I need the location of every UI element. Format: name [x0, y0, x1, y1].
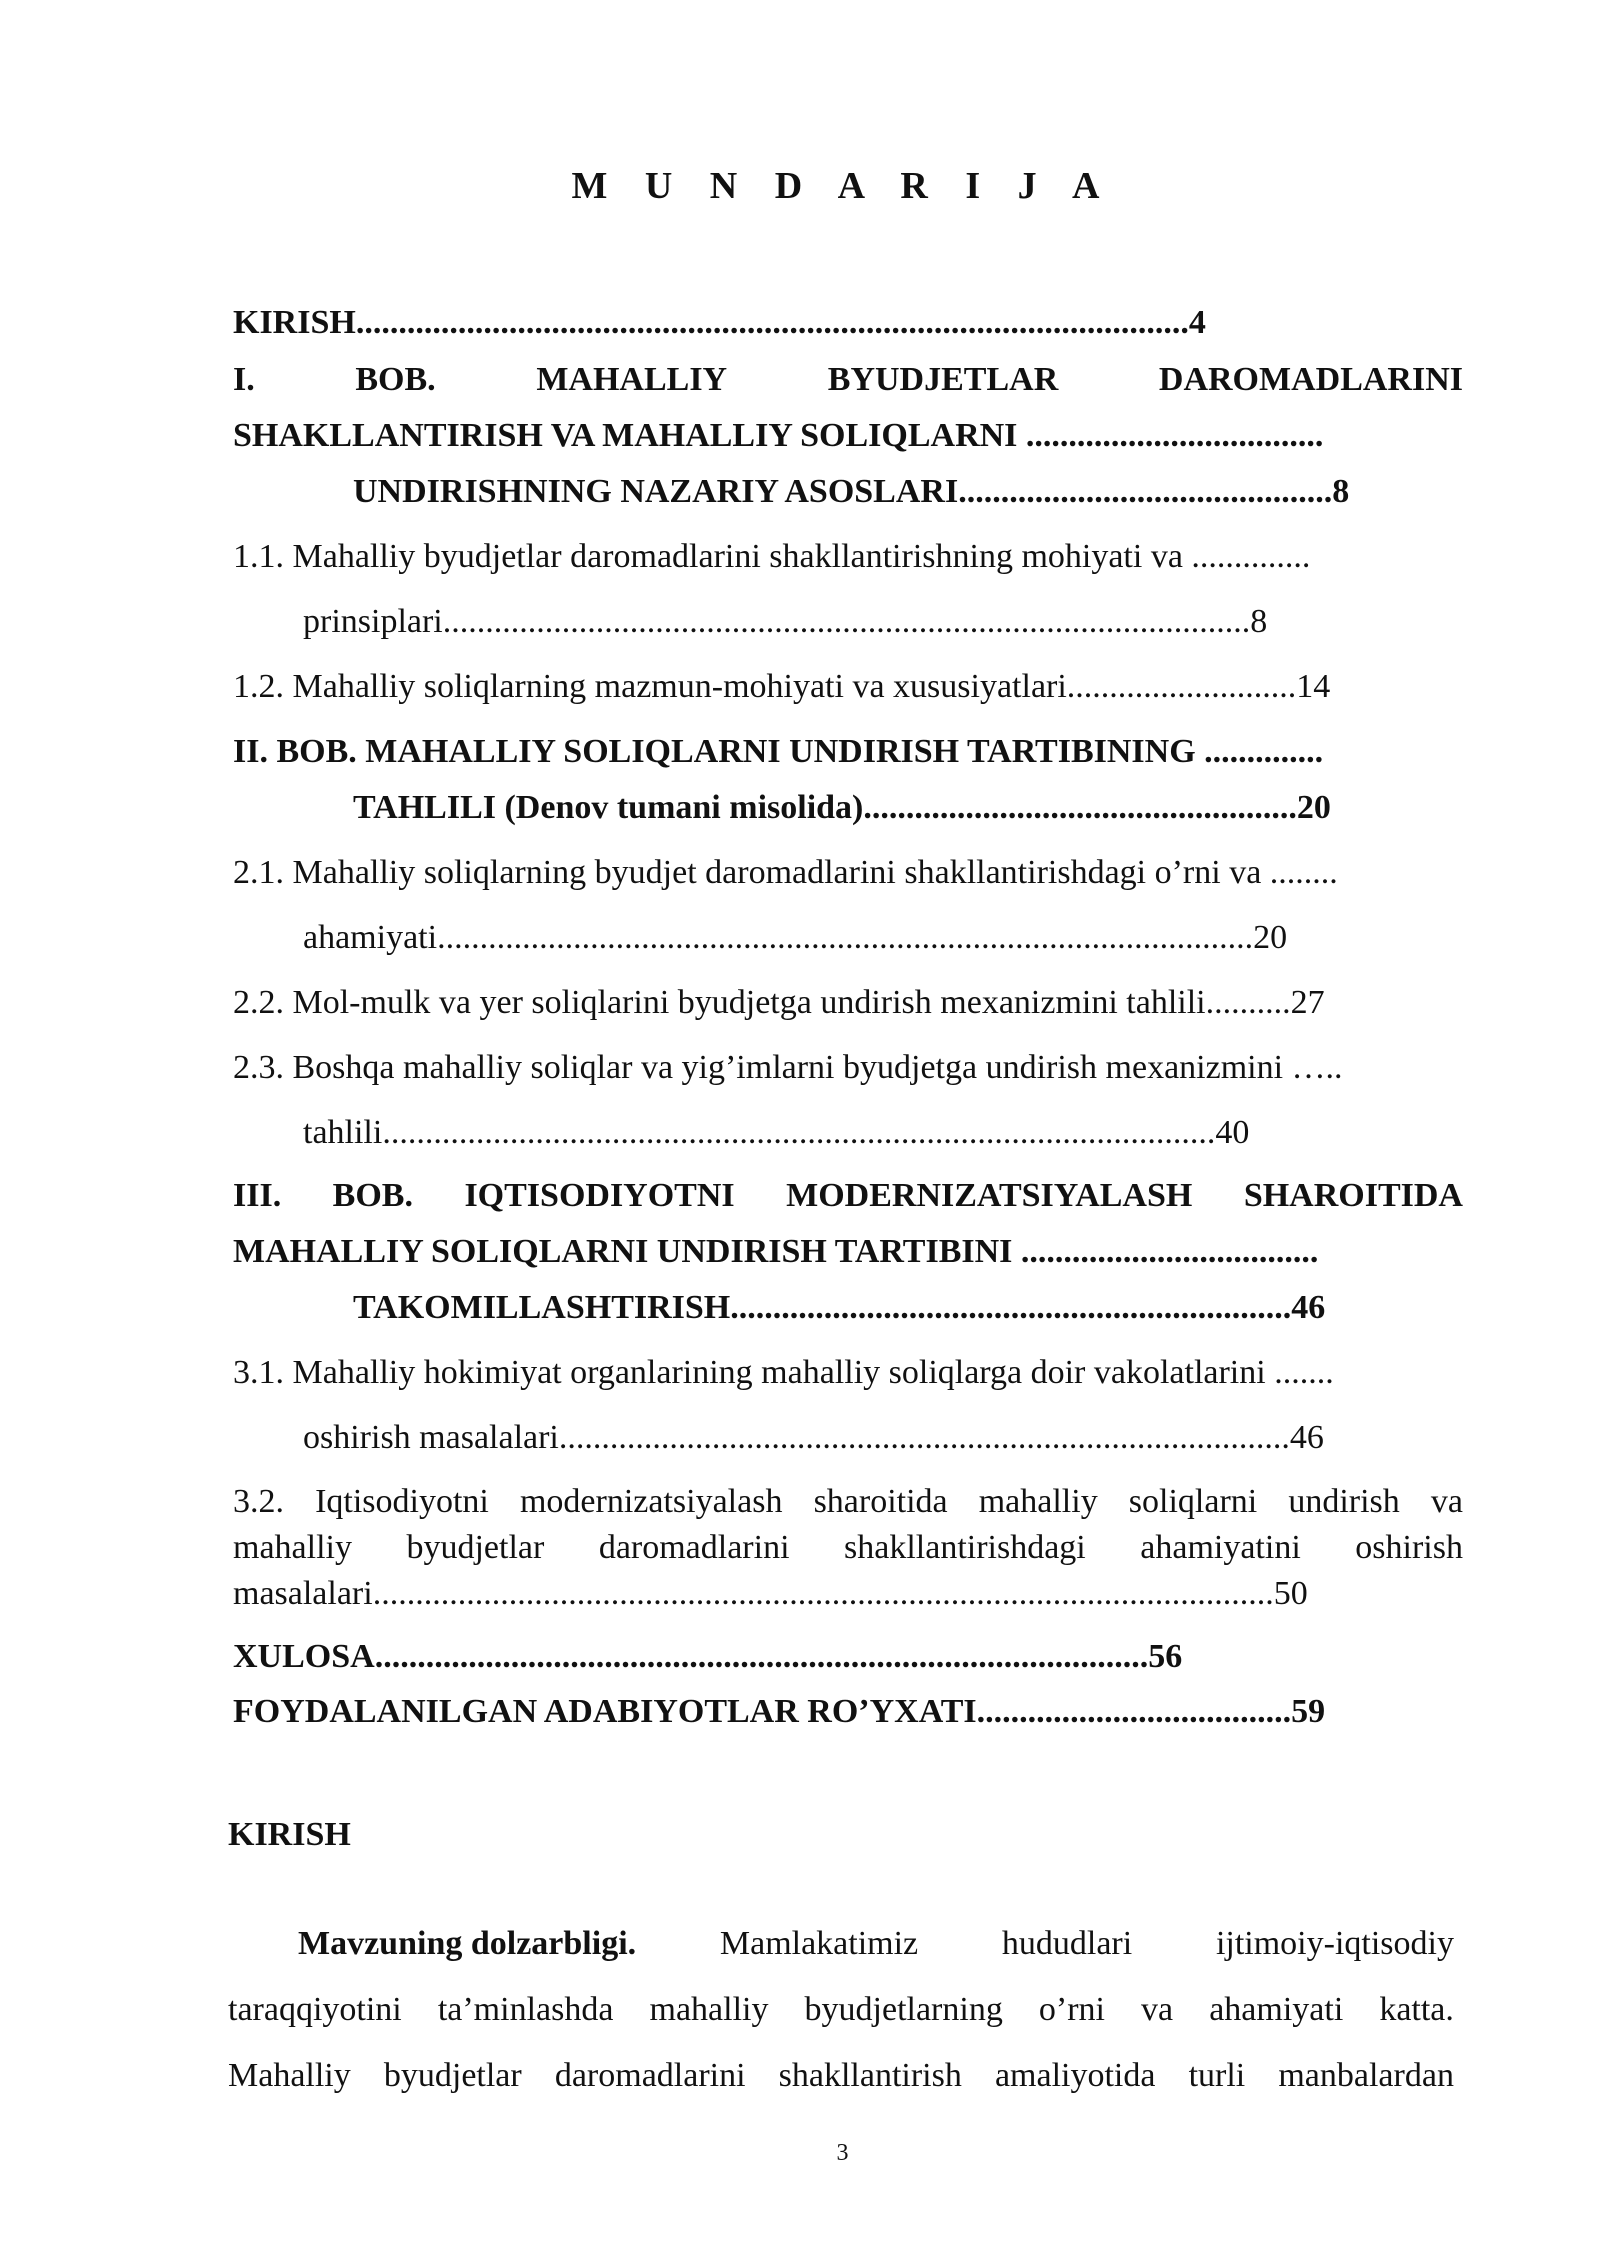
intro-word: manbalardan: [1278, 2057, 1454, 2094]
toc-entry-bob1-line2[interactable]: SHAKLLANTIRISH VA MAHALLIY SOLIQLARNI ...................................: [233, 417, 1324, 454]
toc-word: va: [1430, 1483, 1463, 1520]
toc-word: shakllantirishdagi: [844, 1529, 1086, 1566]
toc-word: ahamiyatini: [1140, 1529, 1301, 1566]
toc-entry-text: 1.2. Mahalliy soliqlarning mazmun-mohiyati va xususiyatlari: [233, 668, 1067, 705]
toc-entry-3-2-line2[interactable]: [233, 1528, 1463, 1568]
toc-entry-text: TAKOMILLASHTIRISH: [353, 1289, 731, 1326]
toc-entry-text: 2.2. Mol-mulk va yer soliqlarini byudjetga undirish mexanizmini tahlili: [233, 984, 1206, 1021]
toc-entry-text: oshirish masalalari: [303, 1419, 559, 1456]
toc-entry-text: ahamiyati: [303, 919, 438, 956]
toc-entry-2-1-line2[interactable]: [303, 918, 1463, 958]
toc-entry-text: masalalari: [233, 1575, 373, 1612]
toc-page-number: 20: [1253, 919, 1288, 956]
toc-page-number: 8: [1250, 603, 1268, 640]
toc-page-number: 40: [1215, 1114, 1250, 1151]
toc-entry-text: KIRISH: [233, 304, 356, 341]
intro-paragraph-line1: [228, 1924, 1454, 1964]
toc-leader-dots: ...............................................................................................: [442, 603, 1251, 640]
toc-word: modernizatsiyalash: [519, 1483, 783, 1520]
toc-word: mahalliy: [978, 1483, 1098, 1520]
intro-word: mahalliy: [649, 1991, 769, 2028]
toc-entry-text: XULOSA: [233, 1638, 375, 1675]
toc-leader-dots: ..................................................................................................: [382, 1114, 1216, 1151]
toc-page-number: 14: [1296, 668, 1331, 705]
intro-word: byudjetlar: [383, 2057, 522, 2094]
toc-entry-2-3-line2[interactable]: [303, 1113, 1463, 1153]
toc-entry-2-2[interactable]: [233, 983, 1463, 1023]
toc-entry-adabiyotlar[interactable]: [233, 1692, 1463, 1732]
toc-entry-text: prinsiplari: [303, 603, 443, 640]
intro-paragraph-line3: [228, 2056, 1454, 2096]
toc-entry-text: tahlili: [303, 1114, 383, 1151]
toc-leader-dots: ..........: [1205, 984, 1291, 1021]
toc-entry-3-2-line3[interactable]: [233, 1574, 1463, 1614]
toc-leader-dots: ......................................................................................: [558, 1419, 1290, 1456]
intro-word: va: [1141, 1991, 1174, 2028]
toc-word: oshirish: [1355, 1529, 1463, 1566]
toc-word: byudjetlar: [406, 1529, 545, 1566]
intro-paragraph-line2: [228, 1990, 1454, 2030]
toc-word: I.: [233, 361, 255, 398]
intro-word: ta’minlashda: [437, 1991, 614, 2028]
toc-page-number: 46: [1289, 1419, 1324, 1456]
toc-entry-2-3-line1[interactable]: 2.3. Boshqa mahalliy soliqlar va yig’imlarni byudjetga undirish mexanizmini …..: [233, 1049, 1343, 1086]
toc-word: undirish: [1288, 1483, 1400, 1520]
toc-entry-3-2-line1[interactable]: [233, 1482, 1463, 1522]
intro-word: shakllantirish: [778, 2057, 962, 2094]
toc-word: DAROMADLARINI: [1158, 361, 1463, 398]
toc-leader-dots: ................................................................................................: [437, 919, 1254, 956]
toc-entry-text: TAHLILI (Denov tumani misolida): [353, 789, 864, 826]
intro-word: Mahalliy: [228, 2057, 351, 2094]
toc-entry-2-1-line1[interactable]: 2.1. Mahalliy soliqlarning byudjet daromadlarini shakllantirishdagi o’rni va ........: [233, 854, 1338, 891]
page-number: 3: [836, 2140, 849, 2166]
toc-word: III.: [233, 1177, 282, 1214]
intro-word: taraqqiyotini: [228, 1991, 402, 2028]
intro-word: Mamlakatimiz: [719, 1925, 919, 1962]
intro-word: hududlari: [1001, 1925, 1133, 1962]
toc-word: 3.2.: [233, 1483, 284, 1520]
toc-word: soliqlarni: [1128, 1483, 1258, 1520]
toc-entry-kirish[interactable]: [233, 303, 1463, 343]
toc-entry-xulosa[interactable]: [233, 1637, 1463, 1677]
toc-entry-bob3-line3[interactable]: [353, 1288, 1463, 1328]
intro-bold-lead: Mavzuning dolzarbligi.: [298, 1925, 637, 1962]
intro-word: amaliyotida: [994, 2057, 1156, 2094]
toc-word: Iqtisodiyotni: [315, 1483, 489, 1520]
toc-entry-bob2-line2[interactable]: [353, 788, 1463, 828]
toc-leader-dots: .....................................: [976, 1693, 1292, 1730]
toc-entry-1-2[interactable]: [233, 667, 1463, 707]
section-heading-kirish: KIRISH: [228, 1816, 351, 1853]
toc-word: MODERNIZATSIYALASH: [786, 1177, 1193, 1214]
toc-entry-1-1-line1[interactable]: 1.1. Mahalliy byudjetlar daromadlarini shakllantirishning mohiyati va ..............: [233, 538, 1311, 575]
intro-word: turli: [1188, 2057, 1246, 2094]
toc-entry-bob3-line1[interactable]: [233, 1176, 1463, 1216]
toc-leader-dots: ............................................: [958, 473, 1333, 510]
toc-page-number: 20: [1296, 789, 1331, 826]
intro-word: o’rni: [1038, 1991, 1105, 2028]
toc-word: BYUDJETLAR: [827, 361, 1059, 398]
toc-word: daromadlarini: [598, 1529, 790, 1566]
toc-page-number: 59: [1291, 1693, 1326, 1730]
toc-entry-bob3-line2[interactable]: MAHALLIY SOLIQLARNI UNDIRISH TARTIBINI ...................................: [233, 1233, 1319, 1270]
toc-word: BOB.: [332, 1177, 413, 1214]
toc-word: IQTISODIYOTNI: [464, 1177, 735, 1214]
toc-leader-dots: ...........................................................................................: [374, 1638, 1149, 1675]
toc-leader-dots: ...........................: [1066, 668, 1297, 705]
toc-leader-dots: ..........................................................................................................: [372, 1575, 1274, 1612]
toc-leader-dots: ...................................................: [863, 789, 1297, 826]
intro-word: ijtimoiy-iqtisodiy: [1215, 1925, 1454, 1962]
toc-word: mahalliy: [233, 1529, 352, 1566]
toc-word: MAHALLIY: [536, 361, 728, 398]
toc-page-number: 4: [1188, 304, 1206, 341]
toc-entry-1-1-line2[interactable]: [303, 602, 1463, 642]
toc-page-number: 8: [1332, 473, 1350, 510]
toc-word: BOB.: [355, 361, 436, 398]
toc-leader-dots: ..................................................................: [730, 1289, 1292, 1326]
toc-entry-bob1-line3[interactable]: [353, 472, 1463, 512]
toc-leader-dots: ..................................................................................................: [355, 304, 1189, 341]
toc-entry-bob1-line1[interactable]: [233, 360, 1463, 400]
page-title: M U N D A R I J A: [571, 165, 1114, 207]
toc-entry-3-1-line1[interactable]: 3.1. Mahalliy hokimiyat organlarining mahalliy soliqlarga doir vakolatlarini .......: [233, 1354, 1334, 1391]
toc-word: SHAROITIDA: [1243, 1177, 1463, 1214]
toc-word: sharoitida: [813, 1483, 948, 1520]
toc-entry-text: UNDIRISHNING NAZARIY ASOSLARI: [353, 473, 959, 510]
intro-word: ahamiyati: [1209, 1991, 1344, 2028]
intro-word: byudjetlarning: [804, 1991, 1003, 2028]
intro-word: daromadlarini: [554, 2057, 746, 2094]
toc-entry-text: FOYDALANILGAN ADABIYOTLAR RO’YXATI: [233, 1693, 977, 1730]
toc-page-number: 46: [1291, 1289, 1326, 1326]
toc-page-number: 56: [1148, 1638, 1183, 1675]
toc-page-number: 27: [1290, 984, 1325, 1021]
toc-page-number: 50: [1273, 1575, 1308, 1612]
intro-word: katta.: [1379, 1991, 1454, 2028]
toc-entry-3-1-line2[interactable]: [303, 1418, 1463, 1458]
toc-entry-bob2-line1[interactable]: II. BOB. MAHALLIY SOLIQLARNI UNDIRISH TARTIBINING ..............: [233, 733, 1324, 770]
